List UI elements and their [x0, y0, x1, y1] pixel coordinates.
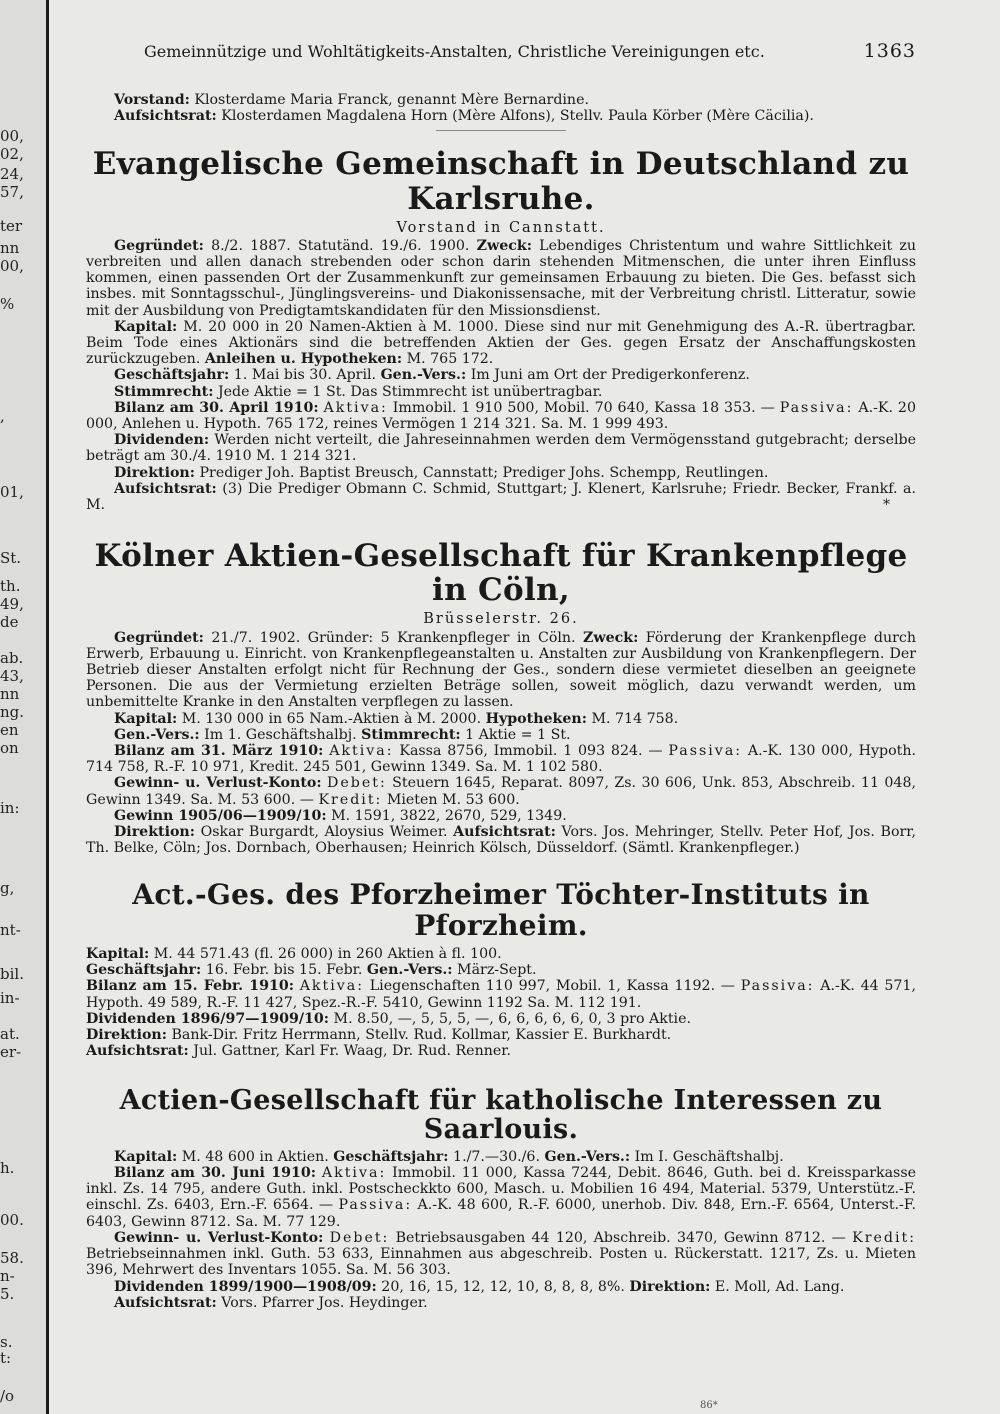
margin-fragment: n- [0, 1267, 15, 1285]
margin-fragment: St. [0, 549, 22, 567]
aufsichtsrat: Aufsichtsrat: Vors. Pfarrer Jos. Heydinger. [114, 1294, 428, 1311]
geschaeftsjahr: Geschäftsjahr: 1. Mai bis 30. April. Gen.-Vers.: Im Juni am Ort der Predigerkonferenz. [114, 367, 750, 384]
bilanz: Bilanz am 31. März 1910: Aktiva: Kassa 8756, Immobil. 1 093 824. — Passiva: A.-K. 130 000, Hypoth. 714 758, R.-F. 10 971, Kredit. 245 501, Gewinn 1349. Sa. M. 1 102 580. [86, 743, 917, 776]
entry-evangelische-gemeinschaft [86, 147, 916, 513]
direktion-aufsichtsrat: Direktion: Oskar Burgardt, Aloysius Weimer. Aufsichtsrat: Vors. Jos. Mehringer, Stellv. Peter Hof, Jos. Borr, Th. Belke, Cöln; Jos. Dornbach, Oberhausen; Heinrich Kölsch, Düsseldorf. (Sämtl. Krankenpfleger.) [86, 824, 917, 857]
entry-title: Actien-Gesellschaft für katholische Interessen zu Saarlouis. [119, 1084, 883, 1146]
margin-fragment: 00, [0, 257, 24, 275]
margin-fragment: 00, [0, 127, 24, 145]
gegruendet-zweck: Gegründet: 21./7. 1902. Gründer: 5 Krankenpfleger in Cöln. Zweck: Förderung der Krankenpflege durch Erwerb, Erbauung u. Einricht. von Krankenpflegeanstalten u. Anstalten zur Ausbildung von Krankenpflegern. Der Betrieb dieser Anstalten erfolgt nicht für Rechnung der Ges., sondern diese vermietet dieselben an geeignete Personen. Die aus der Vermietung erzielten Beträge sollen, soweit möglich, dazu verwandt werden, um unbemittelte Kranke in den Anstalten verpflegen zu lassen. [86, 629, 916, 711]
stimmrecht: Stimmrecht: Jede Aktie = 1 St. Das Stimmrecht ist unübertragbar. [114, 383, 603, 400]
dividenden: Dividenden: Werden nicht verteilt, die Jahreseinnahmen werden dem Vermögensstand gutgebracht; derselbe beträgt am 30./4. 1910 M. 1 214 321. [86, 432, 916, 465]
bilanz: Bilanz am 30. April 1910: Aktiva: Immobil. 1 910 500, Mobil. 70 640, Kassa 18 353. — Passiva: A.-K. 20 000, Anlehen u. Hypoth. 765 172, reines Vermögen 1 214 321. Sa. M. 1 999 493. [86, 399, 916, 433]
entry-koelner-krankenpflege [86, 539, 916, 856]
margin-fragment: /o [0, 1387, 15, 1405]
bilanz: Bilanz am 15. Febr. 1910: Aktiva: Liegenschaften 110 997, Mobil. 1, Kassa 1192. — Passiva: A.-K. 44 571, Hypoth. 49 589, R.-F. 11 427, Spez.-R.-F. 5410, Gewinn 1192 Sa. M. 112 191. [86, 978, 916, 1011]
signature-mark: 86* [700, 1400, 718, 1411]
margin-fragment: th. [0, 577, 21, 595]
margin-fragment: 57, [0, 183, 24, 201]
running-head [86, 40, 916, 62]
margin-fragment: 01, [0, 483, 24, 501]
gegruendet-zweck: Gegründet: 8./2. 1887. Statutänd. 19./6. 1900. Zweck: Lebendiges Christentum und wahre Sittlichkeit zu verbreiten und allen danach strebenden oder schon darin stehenden Mitmenschen, die unter ihren Einfluss kommen, einen passenden Ort der Zusammenkunft zur gemeinsamen Erbauung zu bieten. Die Ges. befasst sich insbes. mit Sonntagsschul-, Jünglingsvereins- und Diakonissensache, mit der Verbreitung christl. Litteratur, sowie mit der Ausbildung von Predigtamtskandidaten für den Missionsdienst. [86, 237, 916, 319]
bilanz: Bilanz am 30. Juni 1910: Aktiva: Immobil. 11 000, Kassa 7244, Debit. 8646, Guth. bei d. Kreissparkasse inkl. Zs. 14 795, andere Guth. inkl. Postscheckkto 600, Masch. u. Mobilien 16 494, Material. 5379, Unterstütz.-F. einschl. Zs. 6403, Ern.-F. 6564. — Passiva: A.-K. 48 600, R.-F. 6000, unerhob. Div. 848, Ern.-F. 6564, Unterst.-F. 6403, Gewinn 8712. Sa. M. 77 129. [86, 1165, 916, 1230]
page-content [86, 40, 916, 1311]
left-margin-strip [0, 0, 46, 1414]
prev-entry [86, 92, 916, 131]
margin-fragment: , [0, 407, 5, 425]
margin-fragment: h. [0, 1159, 15, 1177]
gewinn-verlust: Gewinn- u. Verlust-Konto: Debet: Betriebsausgaben 44 120, Abschreib. 3470, Gewinn 8712. — Kredit: Betriebseinnahmen inkl. Guth. 53 633, Einnahmen aus abgeschreib. Posten u. Rückerstatt. 1217, Zs. u. Mieten 396, Mehrwert des Inventars 1055. Sa. M. 56 303. [86, 1229, 917, 1279]
geschaeftsjahr: Geschäftsjahr: 16. Febr. bis 15. Febr. Gen.-Vers.: März-Sept. [86, 962, 537, 979]
direktion: Direktion: Prediger Joh. Baptist Breusch, Cannstatt; Prediger Johs. Schempp, Reutlingen. [114, 464, 769, 481]
column-rule [46, 0, 49, 1414]
kapital: Kapital: M. 48 600 in Aktien. Geschäftsjahr: 1./7.—30./6. Gen.-Vers.: Im I. Geschäftshalbj. [114, 1148, 784, 1165]
margin-fragment: 5. [0, 1285, 15, 1303]
prev-aufsichtsrat: Aufsichtsrat: Klosterdamen Magdalena Horn (Mère Alfons), Stellv. Paula Körber (Mère Cäcilia). [114, 108, 814, 125]
margin-fragment: 02, [0, 145, 24, 163]
entry-pforzheimer-toechter-institut [86, 880, 916, 1059]
margin-fragment: nn [0, 685, 20, 703]
margin-fragment: nt- [0, 921, 21, 939]
direktion: Direktion: Bank-Dir. Fritz Herrmann, Stellv. Rud. Kollmar, Kassier E. Burkhardt. [86, 1027, 672, 1044]
entry-title: Kölner Aktien-Gesellschaft für Krankenpflege in Cöln, [94, 538, 908, 609]
margin-fragment: 49, [0, 595, 24, 613]
margin-fragment: 43, [0, 667, 24, 685]
margin-fragment: 58. [0, 1249, 24, 1267]
gen-vers: Gen.-Vers.: Im 1. Geschäftshalbj. Stimmrecht: 1 Aktie = 1 St. [114, 726, 571, 743]
kapital: Kapital: M. 130 000 in 65 Nam.-Aktien à M. 2000. Hypotheken: M. 714 758. [114, 710, 679, 727]
aufsichtsrat: Aufsichtsrat: (3) Die Prediger Obmann C. Schmid, Stuttgart; J. Klenert, Karlsruhe; Friedr. Becker, Frankf. a. M. * [86, 480, 916, 514]
margin-fragment: g, [0, 879, 15, 897]
margin-fragment: ng. [0, 703, 25, 721]
margin-fragment: at. [0, 1025, 20, 1043]
star-mark: * [883, 497, 890, 514]
margin-fragment: 24, [0, 165, 24, 183]
kapital: Kapital: M. 20 000 in 20 Namen-Aktien à M. 1000. Diese sind nur mit Genehmigung des A.-R. übertragbar. Beim Tode eines Aktionärs sind die betreffenden Aktien der Ges. gegen Ersatz der Anschaffungskosten zurückzugeben. Anleihen u. Hypotheken: M. 765 172. [86, 318, 916, 368]
margin-fragment: t: [0, 1349, 12, 1367]
margin-fragment: 00. [0, 1211, 24, 1229]
prev-vorstand: Vorstand: Klosterdame Maria Franck, genannt Mère Bernardine. [114, 92, 589, 108]
entry-title: Act.-Ges. des Pforzheimer Töchter-Instituts in Pforzheim. [132, 878, 870, 943]
margin-fragment: nn [0, 239, 20, 257]
dividenden: Dividenden 1896/97—1909/10: M. 8.50, —, 5, 5, 5, —, 6, 6, 6, 6, 6, 0, 3 pro Aktie. [86, 1010, 691, 1027]
margin-fragment: er- [0, 1043, 22, 1061]
margin-fragment: in: [0, 799, 20, 817]
gewinn-verlust: Gewinn- u. Verlust-Konto: Debet: Steuern 1645, Reparat. 8097, Zs. 30 606, Unk. 853, Abschreib. 11 048, Gewinn 1349. Sa. M. 53 600. — Kredit: Mieten M. 53 600. [86, 775, 916, 808]
gewinn-history: Gewinn 1905/06—1909/10: M. 1591, 3822, 2670, 529, 1349. [114, 807, 567, 824]
entry-seat: Brüsselerstr. 26. [423, 611, 579, 628]
page-number: 1363 [863, 40, 916, 62]
margin-fragment: in- [0, 989, 20, 1007]
kapital: Kapital: M. 44 571.43 (fl. 26 000) in 260 Aktien à fl. 100. [86, 946, 502, 963]
running-title: Gemeinnützige und Wohltätigkeits-Anstalten, Christliche Vereinigungen etc. [144, 42, 765, 61]
margin-fragment: s. [0, 1333, 13, 1351]
margin-fragment: on [0, 739, 19, 757]
margin-fragment: de [0, 613, 19, 631]
margin-fragment: % [0, 295, 15, 313]
entry-katholische-interessen-saarlouis [86, 1086, 916, 1311]
margin-fragment: en [0, 721, 19, 739]
margin-fragment: ter [0, 217, 23, 235]
dividenden-direktion: Dividenden 1899/1900—1908/09: 20, 16, 15, 12, 12, 10, 8, 8, 8, 8%. Direktion: E. Moll, Ad. Lang. [114, 1278, 845, 1295]
entry-title: Evangelische Gemeinschaft in Deutschland zu Karlsruhe. [92, 146, 910, 217]
separator-rule [436, 130, 566, 131]
aufsichtsrat: Aufsichtsrat: Jul. Gattner, Karl Fr. Waag, Dr. Rud. Renner. [86, 1043, 511, 1060]
margin-fragment: ab. [0, 649, 24, 667]
margin-fragment: bil. [0, 965, 24, 983]
entry-seat: Vorstand in Cannstatt. [396, 219, 606, 236]
